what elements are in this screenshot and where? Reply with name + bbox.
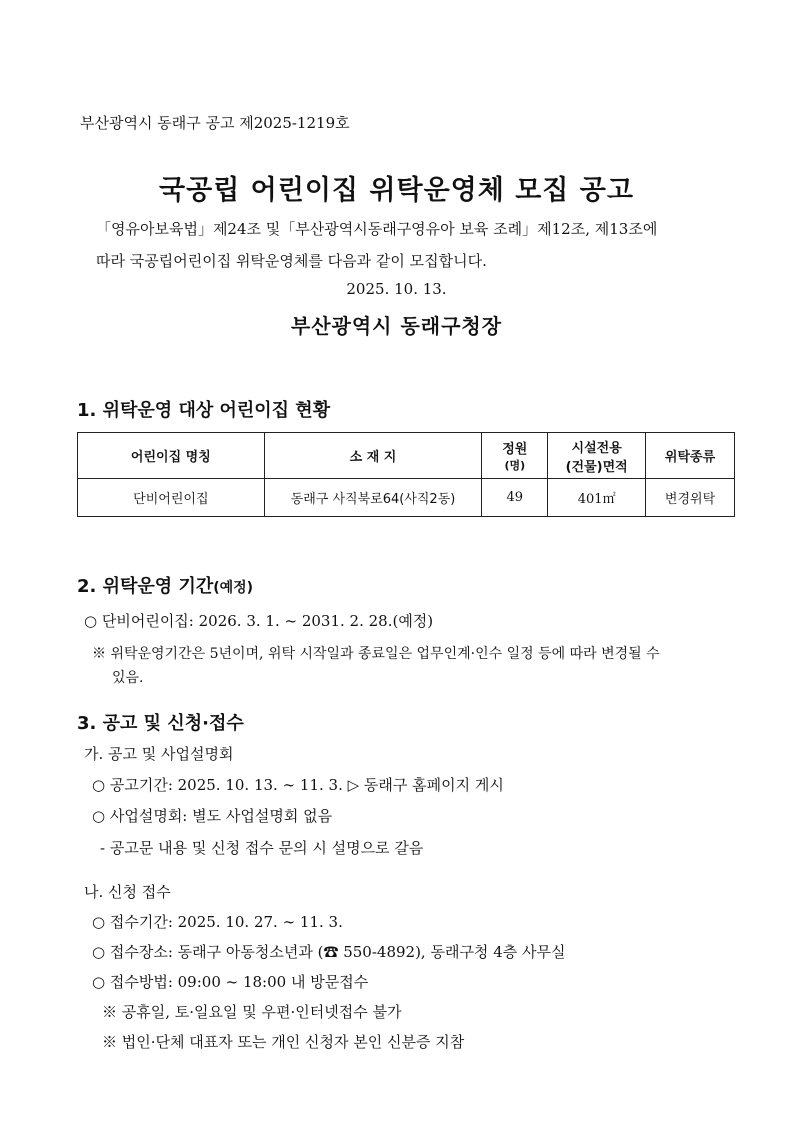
cell-area: 401㎡ (548, 479, 646, 517)
section-3b-note-2: ※ 법인·단체 대표자 또는 개인 신청자 본인 신분증 지참 (102, 1033, 465, 1051)
section-3b-item-1: ○ 접수기간: 2025. 10. 27. ∼ 11. 3. (92, 913, 343, 931)
section-3a-item-2: ○ 사업설명회: 별도 사업설명회 없음 (92, 807, 333, 825)
section-3b-item-3: ○ 접수방법: 09:00 ~ 18:00 내 방문접수 (92, 973, 369, 991)
section-3b-item-2: ○ 접수장소: 동래구 아동청소년과 (☎ 550-4892), 동래구청 4층 사무실 (92, 943, 566, 961)
section-2-item: ○ 단비어린이집: 2026. 3. 1. ~ 2031. 2. 28.(예정) (84, 612, 434, 630)
header-capacity-label: 정원 (502, 442, 528, 457)
section-2-title-main: 2. 위탁운영 기간 (77, 576, 214, 597)
section-2-title (77, 572, 253, 598)
page-title: 국공립 어린이집 위탁운영체 모집 공고 (159, 175, 634, 206)
header-location: 소 재 지 (264, 433, 482, 479)
section-2-title-suffix: (예정) (213, 580, 254, 596)
header-capacity-unit: (명) (504, 459, 526, 472)
cell-name: 단비어린이집 (78, 479, 265, 517)
section-3a-item-3: - 공고문 내용 및 신청 접수 문의 시 설명으로 갈음 (100, 839, 424, 857)
facility-table (77, 432, 735, 517)
section-3b-note-1: ※ 공휴일, 토·일요일 및 우편·인터넷접수 불가 (102, 1003, 402, 1021)
notice-number: 부산광역시 동래구 공고 제2025-1219호 (80, 114, 350, 132)
notice-date: 2025. 10. 13. (346, 280, 447, 298)
header-area (548, 433, 646, 479)
header-area-label-1: 시설전용 (571, 440, 622, 456)
cell-capacity: 49 (482, 479, 548, 517)
section-2-note-line-2: 있음. (112, 670, 144, 686)
intro-line-1: 「영유아보육법」제24조 및「부산광역시동래구영유아 보육 조례」제12조, 제13조에 (96, 220, 658, 238)
section-3-title: 3. 공고 및 신청·접수 (77, 713, 244, 734)
issuer: 부산광역시 동래구청장 (290, 314, 503, 338)
header-name: 어린이집 명칭 (78, 433, 265, 479)
header-area-label-2: (건물)면적 (565, 459, 628, 475)
section-3a-title: 가. 공고 및 사업설명회 (84, 745, 234, 763)
section-1-title: 1. 위탁운영 대상 어린이집 현황 (77, 400, 331, 421)
section-3b-title: 나. 신청 접수 (84, 883, 171, 901)
header-type: 위탁종류 (646, 433, 735, 479)
header-capacity (482, 433, 548, 479)
section-3a-item-1: ○ 공고기간: 2025. 10. 13. ∼ 11. 3. ▷ 동래구 홈페이지 게시 (92, 776, 504, 794)
intro-line-2: 따라 국공립어린이집 위탁운영체를 다음과 같이 모집합니다. (96, 252, 487, 270)
table-header-row (78, 433, 735, 479)
cell-location: 동래구 사직북로64(사직2동) (264, 479, 482, 517)
table-row (78, 479, 735, 517)
cell-type: 변경위탁 (646, 479, 735, 517)
section-2-note-line-1: ※ 위탁운영기간은 5년이며, 위탁 시작일과 종료일은 업무인계·인수 일정 등에 따라 변경될 수 (92, 646, 660, 662)
